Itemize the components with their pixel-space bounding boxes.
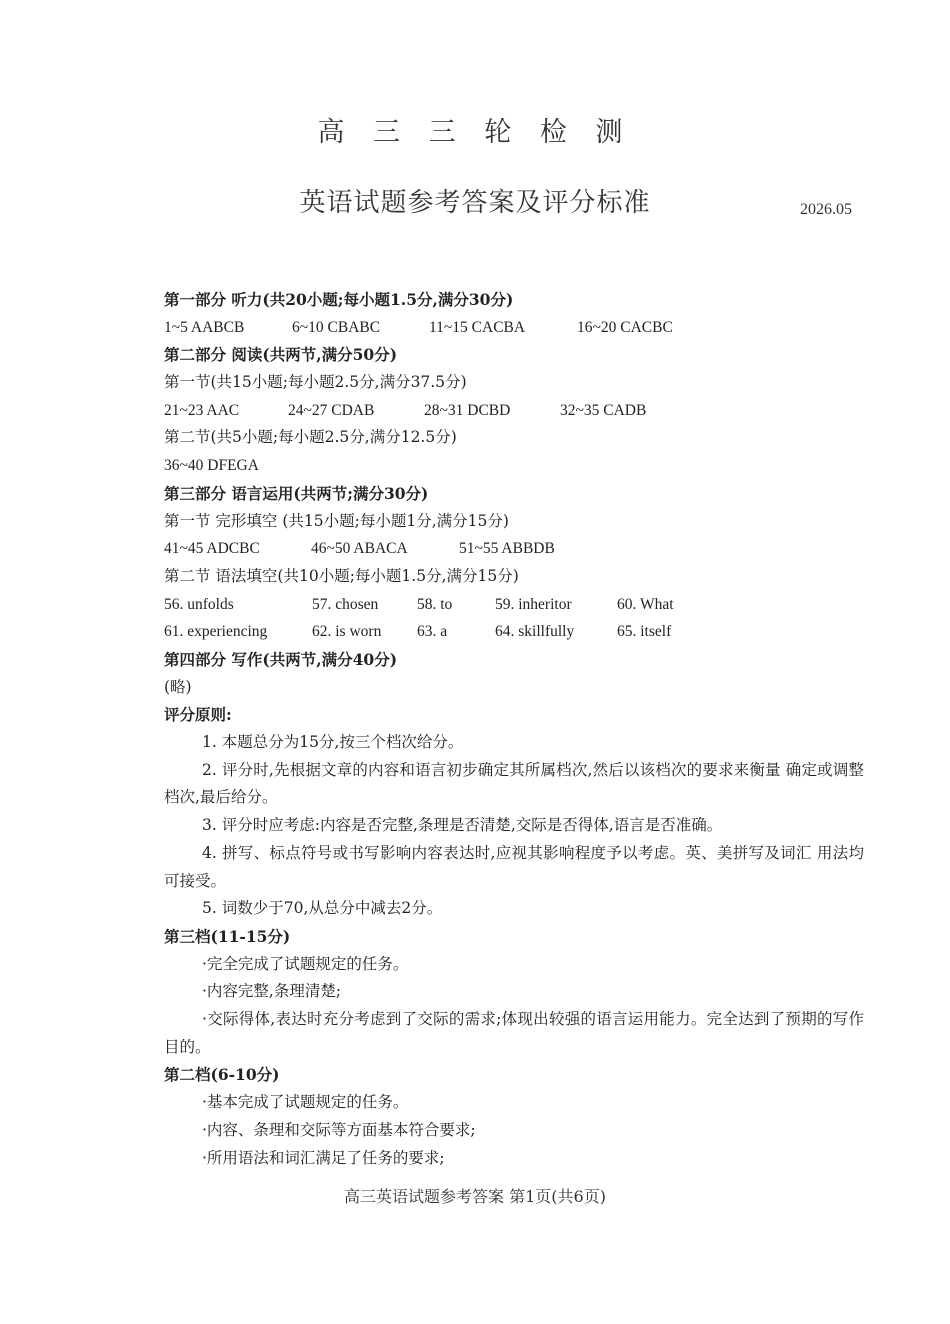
tier2-item: ·所用语法和词汇满足了任务的要求; (202, 1148, 445, 1167)
tier3-item: ·内容完整,条理清楚; (202, 982, 342, 1001)
grammar-answer: 56. unfolds (164, 595, 234, 613)
answer-group: 1~5 AABCB (164, 318, 245, 336)
tier2-item: ·基本完成了试题规定的任务。 (202, 1093, 409, 1112)
page-subtitle: 英语试题参考答案及评分标准 (299, 188, 651, 218)
answer-group: 46~50 ABACA (311, 540, 408, 558)
part2-section2-answers (164, 452, 864, 480)
answer-group: 6~10 CBABC (292, 318, 381, 336)
exam-date: 2026.05 (800, 201, 852, 218)
principles-heading: 评分原则: (164, 705, 232, 725)
grammar-answers-row2 (164, 618, 864, 646)
grammar-answer: 63. a (417, 623, 448, 641)
answer-group: 28~31 DCBD (424, 401, 511, 419)
part2-section2: 第二节(共5小题;每小题2.5分,满分12.5分) (164, 428, 457, 447)
part1-heading: 第一部分 听力(共20小题;每小题1.5分,满分30分) (164, 290, 514, 309)
answer-group: 51~55 ABBDB (459, 540, 555, 558)
principle-item: 3. 评分时应考虑:内容是否完整,条理是否清楚,交际是否得体,语言是否准确。 (202, 816, 723, 835)
principle-item: 1. 本题总分为15分,按三个档次给分。 (202, 733, 464, 751)
page-title: 高 三 三 轮 检 测 (317, 117, 633, 148)
grammar-answer: 60. What (617, 595, 674, 613)
grammar-answer: 59. inheritor (495, 595, 572, 613)
tier2-item: ·内容、条理和交际等方面基本符合要求; (202, 1120, 476, 1139)
principle-item: 2. 评分时,先根据文章的内容和语言初步确定其所属档次,然后以该档次的要求来衡量 确定或调整档次,最后给分。 (164, 760, 864, 807)
grammar-answer: 57. chosen (312, 595, 379, 613)
part3-section1-answers (164, 535, 864, 563)
answer-group: 16~20 CACBC (577, 318, 673, 336)
part1-answers (164, 314, 864, 342)
answer-group: 11~15 CACBA (429, 318, 526, 336)
grammar-answer: 65. itself (617, 623, 672, 641)
principle-item: 5. 词数少于70,从总分中减去2分。 (202, 899, 443, 918)
page-footer: 高三英语试题参考答案 第1页(共6页) (344, 1187, 606, 1206)
grammar-answers-row1 (164, 591, 864, 619)
part3-section1: 第一节 完形填空 (共15小题;每小题1分,满分15分) (164, 511, 509, 530)
grammar-answer: 61. experiencing (164, 623, 268, 641)
part2-section1: 第一节(共15小题;每小题2.5分,满分37.5分) (164, 373, 467, 392)
part3-heading: 第三部分 语言运用(共两节;满分30分) (164, 483, 429, 503)
answer-group: 32~35 CADB (560, 401, 647, 419)
part4-omitted: (略) (164, 677, 192, 696)
answer-group: 36~40 DFEGA (164, 457, 259, 475)
part4-heading: 第四部分 写作(共两节,满分40分) (164, 649, 398, 669)
answer-group: 21~23 AAC (164, 401, 240, 419)
part2-section1-answers (164, 397, 864, 425)
answer-group: 24~27 CDAB (288, 401, 375, 419)
tier2-heading: 第二档(6-10分) (164, 1065, 280, 1085)
grammar-answer: 58. to (417, 595, 453, 613)
tier3-item: ·完全完成了试题规定的任务。 (202, 954, 409, 973)
principle-item: 4. 拼写、标点符号或书写影响内容表达时,应视其影响程度予以考虑。英、美拼写及词汇 用法均可接受。 (164, 843, 864, 890)
answer-content (164, 286, 864, 1172)
tier3-heading: 第三档(11-15分) (164, 926, 291, 946)
part3-section2: 第二节 语法填空(共10小题;每小题1.5分,满分15分) (164, 566, 519, 585)
grammar-answer: 62. is worn (312, 623, 382, 641)
part2-heading: 第二部分 阅读(共两节,满分50分) (164, 345, 398, 365)
grammar-answer: 64. skillfully (495, 623, 575, 641)
tier3-item: ·交际得体,表达时充分考虑到了交际的需求;体现出较强的语言运用能力。完全达到了预期的写作目的。 (164, 1010, 864, 1056)
answer-group: 41~45 ADCBC (164, 540, 260, 558)
